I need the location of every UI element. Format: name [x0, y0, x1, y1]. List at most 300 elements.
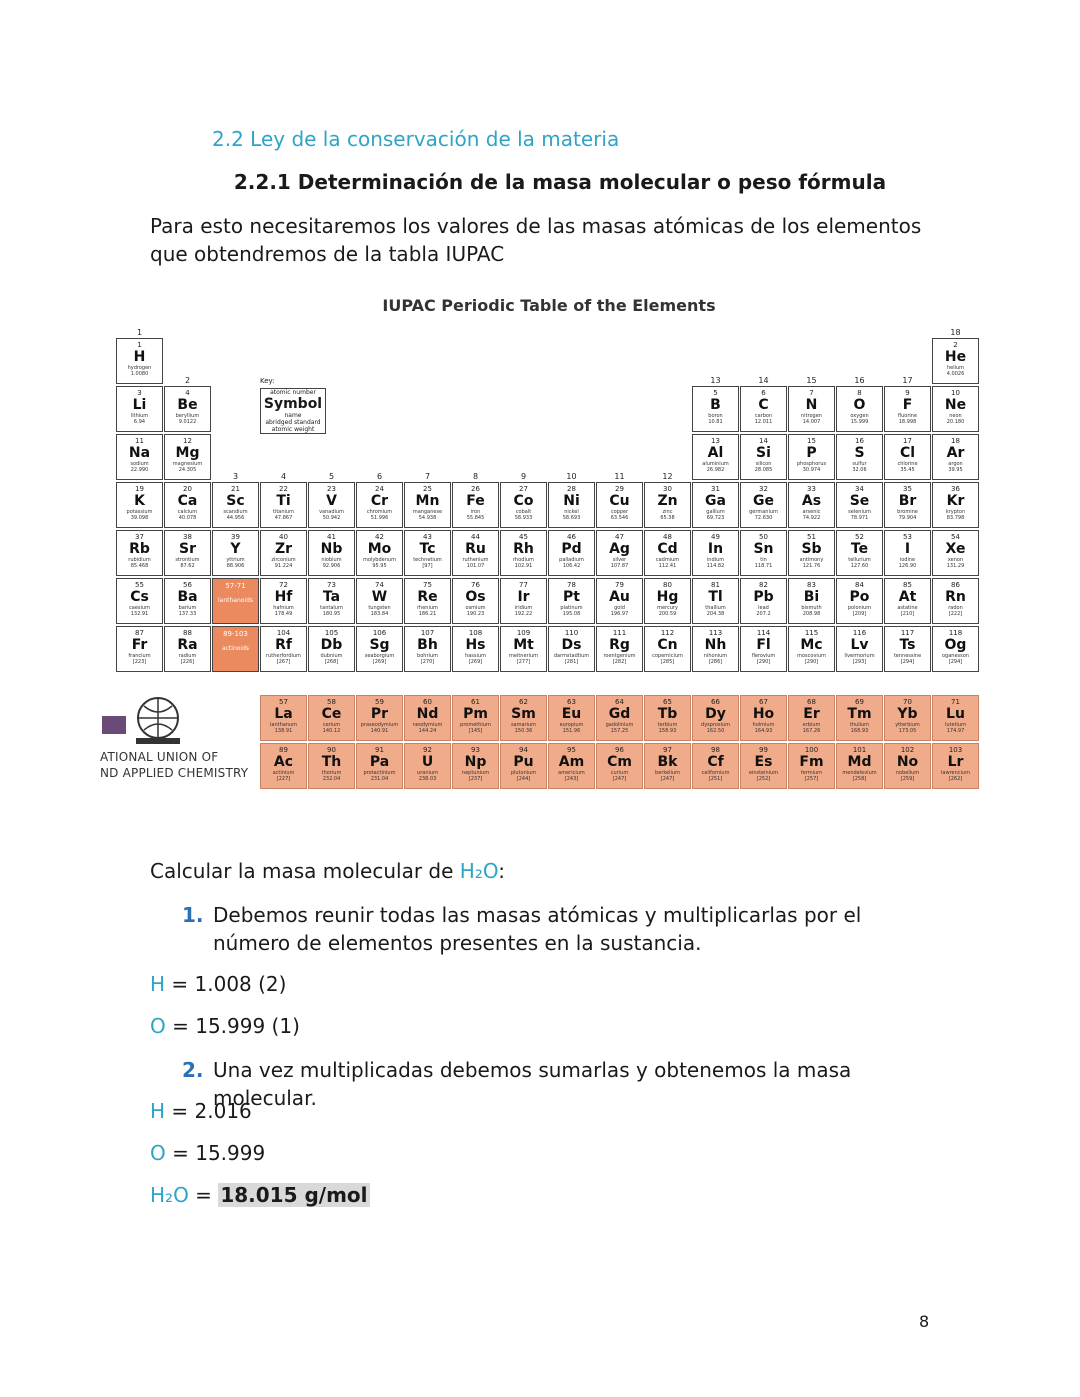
- element-cell-he: [932, 338, 979, 384]
- element-cell-zr: [260, 530, 307, 576]
- element-weight: 58.693: [562, 515, 581, 521]
- element-name: platinum: [560, 605, 583, 611]
- element-name: promethium: [460, 722, 491, 728]
- question-text: Calcular la masa molecular de: [150, 859, 460, 883]
- group-label: 18: [950, 328, 961, 337]
- element-weight: [226]: [180, 659, 195, 665]
- sum-line-o-value: = 15.999: [165, 1141, 266, 1165]
- element-cell-in: [692, 530, 739, 576]
- element-symbol: La: [274, 706, 293, 722]
- element-atomic-number: 14: [759, 437, 768, 445]
- element-name: osmium: [465, 605, 486, 611]
- element-cell-tl: [692, 578, 739, 624]
- element-weight: 15.999: [850, 419, 869, 425]
- element-cell-mt: [500, 626, 547, 672]
- element-weight: 58.933: [514, 515, 533, 521]
- element-symbol: Eu: [561, 706, 582, 722]
- element-name: lead: [758, 605, 769, 611]
- element-weight: [257]: [804, 776, 819, 782]
- element-symbol: Ce: [321, 706, 342, 722]
- element-atomic-number: 10: [951, 389, 960, 397]
- element-atomic-number: 118: [948, 629, 963, 637]
- element-symbol: Am: [558, 754, 585, 770]
- group-label: 8: [472, 472, 479, 481]
- element-cell-br: [884, 482, 931, 528]
- element-symbol: Cf: [707, 754, 724, 770]
- element-symbol: Pb: [753, 589, 774, 605]
- element-name: bohrium: [417, 653, 438, 659]
- element-name: fluorine: [897, 413, 918, 419]
- group-label: 6: [376, 472, 383, 481]
- mass-line-o-symbol: O: [150, 1014, 166, 1038]
- element-symbol: Sb: [801, 541, 822, 557]
- element-name: thallium: [705, 605, 726, 611]
- element-weight: 204.38: [706, 611, 725, 617]
- element-name: neptunium: [461, 770, 490, 776]
- element-atomic-number: 32: [759, 485, 768, 493]
- element-cell-sc: [212, 482, 259, 528]
- element-atomic-number: 58: [327, 698, 336, 706]
- step-1-number: 1.: [182, 903, 204, 927]
- element-weight: [145]: [468, 728, 483, 734]
- element-atomic-number: 60: [423, 698, 432, 706]
- element-weight: 6.94: [133, 419, 146, 425]
- element-atomic-number: 71: [951, 698, 960, 706]
- element-symbol: Rg: [609, 637, 630, 653]
- section-heading: 2.2 Ley de la conservación de la materia: [212, 127, 620, 151]
- element-name: seaborgium: [364, 653, 395, 659]
- element-weight: [285]: [660, 659, 675, 665]
- element-symbol: Lv: [850, 637, 869, 653]
- element-weight: [277]: [516, 659, 531, 665]
- element-name: potassium: [126, 509, 153, 515]
- element-atomic-number: 52: [855, 533, 864, 541]
- element-cell-h: [116, 338, 163, 384]
- element-atomic-number: 4: [185, 389, 190, 397]
- element-cell-bi: [788, 578, 835, 624]
- element-cell-fm: [788, 743, 835, 789]
- element-atomic-number: 87: [135, 629, 144, 637]
- key-symbol: Symbol: [263, 396, 323, 412]
- element-cell-ar: [932, 434, 979, 480]
- element-atomic-number: 41: [327, 533, 336, 541]
- element-atomic-number: 101: [852, 746, 867, 754]
- element-name: tantalum: [320, 605, 343, 611]
- element-weight: 51.996: [370, 515, 389, 521]
- element-weight: [227]: [276, 776, 291, 782]
- element-atomic-number: 106: [372, 629, 387, 637]
- element-atomic-number: 24: [375, 485, 384, 493]
- element-symbol: Ti: [276, 493, 291, 509]
- element-weight: 164.93: [754, 728, 773, 734]
- element-cell-xe: [932, 530, 979, 576]
- element-weight: [262]: [948, 776, 963, 782]
- element-symbol: Ta: [322, 589, 341, 605]
- element-name: copernicium: [652, 653, 683, 659]
- element-symbol: S: [854, 445, 865, 461]
- element-symbol: Pt: [563, 589, 580, 605]
- element-cell-tb: [644, 695, 691, 741]
- mass-line-o: [150, 1014, 300, 1038]
- element-weight: [97]: [422, 563, 433, 569]
- element-weight: [251]: [708, 776, 723, 782]
- element-atomic-number: 84: [855, 581, 864, 589]
- element-cell-kr: [932, 482, 979, 528]
- element-weight: [268]: [324, 659, 339, 665]
- element-symbol: Pr: [370, 706, 389, 722]
- element-symbol: Sn: [753, 541, 774, 557]
- element-name: lawrencium: [941, 770, 970, 776]
- element-atomic-number: 25: [423, 485, 432, 493]
- element-cell-nb: [308, 530, 355, 576]
- element-cell-c: [740, 386, 787, 432]
- element-symbol: Ra: [177, 637, 198, 653]
- element-name: nitrogen: [801, 413, 822, 419]
- element-name: zirconium: [271, 557, 296, 563]
- element-symbol: Ge: [753, 493, 774, 509]
- element-name: radon: [948, 605, 963, 611]
- element-name: actinium: [272, 770, 295, 776]
- element-weight: 102.91: [514, 563, 533, 569]
- element-name: ytterbium: [895, 722, 920, 728]
- element-weight: 140.12: [322, 728, 341, 734]
- element-symbol: Fm: [799, 754, 824, 770]
- element-cell-re: [404, 578, 451, 624]
- element-cell-dy: [692, 695, 739, 741]
- element-name: neon: [949, 413, 962, 419]
- element-weight: 112.41: [658, 563, 677, 569]
- element-name: tellurium: [848, 557, 871, 563]
- element-name: indium: [706, 557, 725, 563]
- element-atomic-number: 81: [711, 581, 720, 589]
- figure-title: IUPAC Periodic Table of the Elements: [382, 296, 716, 315]
- element-weight: 167.26: [802, 728, 821, 734]
- element-weight: 12.011: [754, 419, 773, 425]
- element-atomic-number: 45: [519, 533, 528, 541]
- element-name: tennessine: [893, 653, 922, 659]
- element-weight: 192.22: [514, 611, 533, 617]
- element-weight: 26.982: [706, 467, 725, 473]
- element-cell-fr: [116, 626, 163, 672]
- element-name: tungsten: [368, 605, 391, 611]
- element-weight: 200.59: [658, 611, 677, 617]
- subsection-heading: 2.2.1 Determinación de la masa molecular o peso fórmula: [233, 170, 887, 194]
- element-name: oxygen: [850, 413, 869, 419]
- element-cell-cr: [356, 482, 403, 528]
- element-atomic-number: 12: [183, 437, 192, 445]
- element-symbol: Pu: [513, 754, 534, 770]
- element-symbol: Er: [803, 706, 820, 722]
- element-atomic-number: 103: [948, 746, 963, 754]
- result-equals: =: [188, 1183, 219, 1207]
- element-symbol: Cu: [609, 493, 630, 509]
- element-name: arsenic: [802, 509, 821, 515]
- element-atomic-number: 27: [519, 485, 528, 493]
- element-atomic-number: 65: [663, 698, 672, 706]
- element-cell-ti: [260, 482, 307, 528]
- element-atomic-number: 22: [279, 485, 288, 493]
- element-weight: 9.0122: [178, 419, 197, 425]
- element-cell-bh: [404, 626, 451, 672]
- element-weight: [223]: [132, 659, 147, 665]
- element-weight: 162.50: [706, 728, 725, 734]
- element-symbol: Dy: [705, 706, 726, 722]
- element-weight: 178.49: [274, 611, 293, 617]
- element-atomic-number: 44: [471, 533, 480, 541]
- element-weight: 88.906: [226, 563, 245, 569]
- element-atomic-number: 8: [857, 389, 862, 397]
- element-symbol: Ar: [946, 445, 965, 461]
- element-weight: 69.723: [706, 515, 725, 521]
- element-symbol: B: [710, 397, 721, 413]
- element-weight: 4.0026: [946, 371, 965, 377]
- element-atomic-number: 63: [567, 698, 576, 706]
- element-symbol: Sg: [369, 637, 390, 653]
- element-name: plutonium: [510, 770, 537, 776]
- element-atomic-number: 91: [375, 746, 384, 754]
- element-name: beryllium: [175, 413, 200, 419]
- element-cell-ne: [932, 386, 979, 432]
- mass-line-h-value: = 1.008 (2): [165, 972, 287, 996]
- element-cell-p: [788, 434, 835, 480]
- element-name: aluminium: [702, 461, 729, 467]
- element-atomic-number: 113: [708, 629, 723, 637]
- element-atomic-number: 111: [612, 629, 627, 637]
- element-cell-eu: [548, 695, 595, 741]
- element-weight: 168.93: [850, 728, 869, 734]
- element-atomic-number: 59: [375, 698, 384, 706]
- element-atomic-number: 28: [567, 485, 576, 493]
- element-cell-ds: [548, 626, 595, 672]
- element-weight: 44.956: [226, 515, 245, 521]
- element-weight: [290]: [804, 659, 819, 665]
- element-atomic-number: 98: [711, 746, 720, 754]
- element-cell-nh: [692, 626, 739, 672]
- element-symbol: At: [898, 589, 917, 605]
- element-atomic-number: 102: [900, 746, 915, 754]
- element-name: lutetium: [945, 722, 966, 728]
- element-symbol: Lu: [946, 706, 965, 722]
- element-name: selenium: [848, 509, 871, 515]
- element-weight: [290]: [756, 659, 771, 665]
- element-weight: [252]: [756, 776, 771, 782]
- element-name: astatine: [897, 605, 918, 611]
- element-symbol: Y: [230, 541, 241, 557]
- actinoids-label: actinoids: [221, 645, 250, 652]
- element-weight: 138.91: [274, 728, 293, 734]
- element-weight: 39.098: [130, 515, 149, 521]
- result-line: [150, 1183, 370, 1207]
- element-symbol: Hs: [465, 637, 486, 653]
- element-name: barium: [178, 605, 197, 611]
- question-line: [150, 859, 505, 883]
- element-weight: 183.84: [370, 611, 389, 617]
- element-weight: [294]: [900, 659, 915, 665]
- element-atomic-number: 18: [951, 437, 960, 445]
- element-weight: 35.45: [900, 467, 915, 473]
- mass-line-h: [150, 972, 286, 996]
- group-label: 5: [328, 472, 335, 481]
- step-1-text: Debemos reunir todas las masas atómicas y multiplicarlas por el número de elementos presentes en la sustancia.: [213, 903, 862, 955]
- element-cell-ba: [164, 578, 211, 624]
- element-cell-li: [116, 386, 163, 432]
- element-atomic-number: 75: [423, 581, 432, 589]
- element-atomic-number: 85: [903, 581, 912, 589]
- element-weight: [294]: [948, 659, 963, 665]
- element-cell-rg: [596, 626, 643, 672]
- element-cell-pm: [452, 695, 499, 741]
- element-name: praseodymium: [360, 722, 399, 728]
- element-symbol: Al: [707, 445, 724, 461]
- element-symbol: Bk: [657, 754, 678, 770]
- element-weight: 118.71: [754, 563, 773, 569]
- element-symbol: Og: [944, 637, 967, 653]
- group-label: 10: [566, 472, 577, 481]
- element-weight: [209]: [852, 611, 867, 617]
- element-name: sulfur: [852, 461, 867, 467]
- element-weight: 55.845: [466, 515, 485, 521]
- element-name: moscovium: [797, 653, 826, 659]
- element-name: rutherfordium: [266, 653, 301, 659]
- element-symbol: Re: [417, 589, 438, 605]
- element-symbol: W: [371, 589, 388, 605]
- element-cell-ac: [260, 743, 307, 789]
- element-cell-nd: [404, 695, 451, 741]
- element-weight: [258]: [852, 776, 867, 782]
- element-atomic-number: 105: [324, 629, 339, 637]
- element-name: californium: [701, 770, 730, 776]
- element-cell-cd: [644, 530, 691, 576]
- element-cell-tc: [404, 530, 451, 576]
- element-name: tin: [760, 557, 767, 563]
- element-weight: 47.867: [274, 515, 293, 521]
- element-atomic-number: 57: [279, 698, 288, 706]
- element-cell-ta: [308, 578, 355, 624]
- group-label: 12: [662, 472, 673, 481]
- element-name: silver: [612, 557, 627, 563]
- element-symbol: Tm: [847, 706, 872, 722]
- element-symbol: Ag: [609, 541, 630, 557]
- element-name: rhodium: [513, 557, 534, 563]
- element-cell-no: [884, 743, 931, 789]
- element-name: manganese: [412, 509, 443, 515]
- element-symbol: Se: [849, 493, 870, 509]
- element-weight: 121.76: [802, 563, 821, 569]
- result-subscript: ₂: [165, 1183, 174, 1207]
- element-atomic-number: 115: [804, 629, 819, 637]
- group-label: 13: [710, 376, 721, 385]
- element-atomic-number: 30: [663, 485, 672, 493]
- step-2-text: Una vez multiplicadas debemos sumarlas y obtenemos la masa molecular.: [213, 1058, 852, 1110]
- element-weight: [244]: [516, 776, 531, 782]
- element-weight: 106.42: [562, 563, 581, 569]
- element-weight: 151.96: [562, 728, 581, 734]
- element-symbol: Tc: [419, 541, 436, 557]
- element-weight: 150.36: [514, 728, 533, 734]
- mass-line-h-symbol: H: [150, 972, 166, 996]
- element-symbol: Np: [464, 754, 487, 770]
- group-label: 15: [806, 376, 817, 385]
- element-name: cerium: [322, 722, 341, 728]
- group-label: 4: [280, 472, 287, 481]
- element-cell-ir: [500, 578, 547, 624]
- element-name: gold: [614, 605, 625, 611]
- element-weight: 101.07: [466, 563, 485, 569]
- element-atomic-number: 66: [711, 698, 720, 706]
- element-weight: [259]: [900, 776, 915, 782]
- element-atomic-number: 9: [905, 389, 910, 397]
- element-weight: 190.23: [466, 611, 485, 617]
- element-symbol: Ne: [944, 397, 967, 413]
- element-symbol: Md: [847, 754, 872, 770]
- element-weight: 157.25: [610, 728, 629, 734]
- element-cell-fe: [452, 482, 499, 528]
- element-symbol: Ds: [561, 637, 582, 653]
- element-atomic-number: 6: [761, 389, 766, 397]
- element-atomic-number: 50: [759, 533, 768, 541]
- group-label: 9: [520, 472, 527, 481]
- element-name: carbon: [754, 413, 773, 419]
- element-atomic-number: 20: [183, 485, 192, 493]
- element-cell-sn: [740, 530, 787, 576]
- element-atomic-number: 26: [471, 485, 480, 493]
- element-cell-sg: [356, 626, 403, 672]
- element-symbol: Rn: [945, 589, 966, 605]
- element-symbol: Hf: [274, 589, 293, 605]
- element-name: titanium: [273, 509, 294, 515]
- element-atomic-number: 95: [567, 746, 576, 754]
- element-weight: 158.93: [658, 728, 677, 734]
- element-name: palladium: [559, 557, 584, 563]
- group-label: 2: [184, 376, 191, 385]
- element-symbol: F: [902, 397, 913, 413]
- actinoids-placeholder: [212, 626, 259, 672]
- element-name: cadmium: [655, 557, 680, 563]
- element-cell-b: [692, 386, 739, 432]
- element-atomic-number: 72: [279, 581, 288, 589]
- element-cell-pa: [356, 743, 403, 789]
- element-name: iridium: [514, 605, 533, 611]
- element-symbol: Ho: [752, 706, 775, 722]
- element-symbol: Mg: [175, 445, 200, 461]
- mass-line-o-value: = 15.999 (1): [165, 1014, 300, 1038]
- element-cell-hg: [644, 578, 691, 624]
- group-label: 11: [614, 472, 625, 481]
- element-cell-ru: [452, 530, 499, 576]
- element-cell-w: [356, 578, 403, 624]
- element-atomic-number: 86: [951, 581, 960, 589]
- group-label: 16: [854, 376, 865, 385]
- element-name: iron: [470, 509, 481, 515]
- element-symbol: Si: [756, 445, 771, 461]
- element-name: lanthanum: [269, 722, 298, 728]
- element-symbol: Zr: [274, 541, 293, 557]
- element-atomic-number: 62: [519, 698, 528, 706]
- element-name: hassium: [465, 653, 486, 659]
- element-symbol: Fl: [756, 637, 771, 653]
- element-name: curium: [610, 770, 629, 776]
- element-weight: 144.24: [418, 728, 437, 734]
- element-weight: 180.95: [322, 611, 341, 617]
- element-atomic-number: 116: [852, 629, 867, 637]
- element-atomic-number: 100: [804, 746, 819, 754]
- element-name: antimony: [799, 557, 824, 563]
- element-name: yttrium: [226, 557, 245, 563]
- element-name: lithium: [130, 413, 149, 419]
- element-atomic-number: 89: [279, 746, 288, 754]
- element-name: chlorine: [897, 461, 918, 467]
- element-atomic-number: 88: [183, 629, 192, 637]
